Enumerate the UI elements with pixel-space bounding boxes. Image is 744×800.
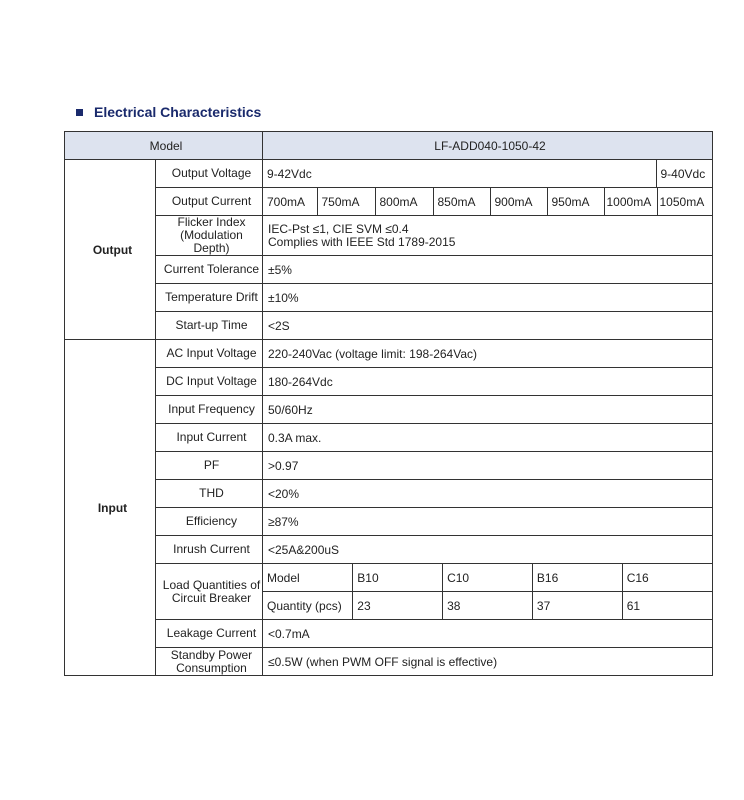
row-value: <20%	[263, 480, 713, 508]
row-label	[156, 648, 263, 676]
table-row	[65, 480, 713, 508]
model-label: Model	[65, 132, 263, 160]
current-value: 850mA	[433, 188, 490, 215]
row-label: AC Input Voltage	[156, 340, 263, 368]
table-row	[65, 216, 713, 256]
row-label: Output Voltage	[156, 160, 263, 188]
bullet-square-icon	[76, 109, 83, 116]
label-line: Circuit Breaker	[171, 590, 252, 605]
table-row	[65, 620, 713, 648]
label-line: Flicker Index	[177, 215, 246, 229]
breaker-qty: 37	[532, 592, 622, 620]
current-value: 800mA	[375, 188, 433, 215]
table-row	[65, 312, 713, 340]
row-label: Inrush Current	[156, 536, 263, 564]
breaker-model: C16	[622, 564, 712, 592]
row-value: 50/60Hz	[263, 396, 713, 424]
table-row	[65, 564, 713, 620]
row-value: ≥87%	[263, 508, 713, 536]
table-row	[65, 368, 713, 396]
current-value: 750mA	[317, 188, 375, 215]
table-row	[65, 648, 713, 676]
row-value: <0.7mA	[263, 620, 713, 648]
row-label: Input Current	[156, 424, 263, 452]
row-value: 220-240Vac (voltage limit: 198-264Vac)	[263, 340, 713, 368]
row-label: Current Tolerance	[156, 256, 263, 284]
current-value: 950mA	[547, 188, 604, 215]
table-row	[65, 340, 713, 368]
breaker-model: B16	[532, 564, 622, 592]
table-row	[65, 396, 713, 424]
row-value: >0.97	[263, 452, 713, 480]
section-title	[76, 104, 261, 120]
row-label: Input Frequency	[156, 396, 263, 424]
row-label: Efficiency	[156, 508, 263, 536]
table-row	[65, 536, 713, 564]
table-row	[65, 160, 713, 188]
table-row	[65, 452, 713, 480]
row-value: ±5%	[263, 256, 713, 284]
current-value: 1050mA	[657, 188, 712, 215]
table-row	[65, 284, 713, 312]
table-row	[65, 188, 713, 216]
row-label: Start-up Time	[156, 312, 263, 340]
row-label: Temperature Drift	[156, 284, 263, 312]
label-line: (Modulation Depth)	[180, 228, 243, 255]
row-value: <2S	[263, 312, 713, 340]
breaker-model: C10	[443, 564, 533, 592]
current-value: 1000mA	[604, 188, 657, 215]
row-value: <25A&200uS	[263, 536, 713, 564]
group-output: Output	[65, 160, 156, 340]
row-label: Output Current	[156, 188, 263, 216]
value-line: Complies with IEEE Std 1789-2015	[268, 234, 456, 249]
row-value: 9-42Vdc	[267, 166, 312, 181]
value-line: IEC-Pst ≤1, CIE SVM ≤0.4	[268, 221, 409, 236]
breaker-qty: 23	[353, 592, 443, 620]
breaker-table	[263, 564, 712, 619]
table-row	[65, 424, 713, 452]
breaker-qty: 38	[443, 592, 533, 620]
row-value: 0.3A max.	[263, 424, 713, 452]
row-label: Leakage Current	[156, 620, 263, 648]
label-line: Standby Power	[170, 647, 253, 662]
breaker-header: Model	[267, 570, 300, 585]
row-label: THD	[156, 480, 263, 508]
label-line: Load Quantities of	[162, 577, 261, 592]
breaker-model: B10	[353, 564, 443, 592]
breaker-header: Quantity (pcs)	[263, 592, 353, 620]
model-value: LF-ADD040-1050-42	[263, 132, 713, 160]
label-line: Consumption	[176, 660, 247, 675]
row-value: 9-40Vdc	[656, 160, 712, 187]
table-row	[65, 508, 713, 536]
row-value: ±10%	[263, 284, 713, 312]
row-label: PF	[156, 452, 263, 480]
row-value: 180-264Vdc	[263, 368, 713, 396]
specs-table	[64, 131, 713, 676]
row-label	[156, 216, 263, 256]
breaker-qty: 61	[622, 592, 712, 620]
table-row	[65, 256, 713, 284]
row-value: ≤0.5W (when PWM OFF signal is effective)	[263, 648, 713, 676]
section-title-text: Electrical Characteristics	[94, 104, 262, 120]
current-value: 900mA	[490, 188, 547, 215]
header-row	[65, 132, 713, 160]
current-value: 700mA	[267, 194, 306, 209]
row-label: DC Input Voltage	[156, 368, 263, 396]
row-label	[156, 564, 263, 620]
group-input: Input	[65, 340, 156, 676]
